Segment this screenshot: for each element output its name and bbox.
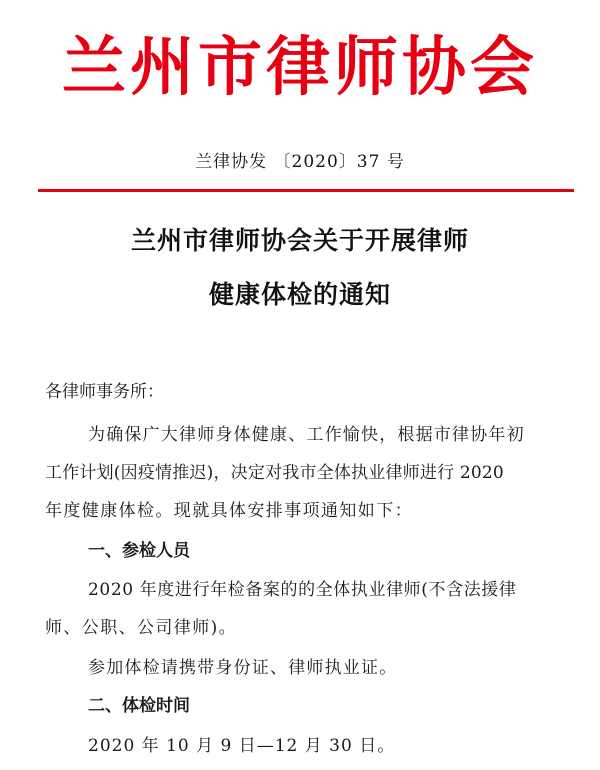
salutation: 各律师事务所： <box>45 382 164 402</box>
document-number: 兰律协发 〔2020〕37 号 <box>195 152 405 172</box>
participants-paragraph-line: 2020 年度进行年检备案的的全体执业律师(不含法援律 <box>88 580 517 600</box>
document-title-line-2: 健康体检的通知 <box>208 280 391 309</box>
document-title-line-1: 兰州市律师协会关于开展律师 <box>130 226 469 255</box>
section-heading-time: 二、体检时间 <box>88 696 190 716</box>
participants-note: 参加体检请携带身份证、律师执业证。 <box>88 658 398 678</box>
participants-paragraph-line: 师、公职、公司律师)。 <box>45 618 238 638</box>
red-divider-line <box>38 189 574 192</box>
section-heading-participants: 一、参检人员 <box>88 541 190 561</box>
intro-paragraph-line: 年度健康体检。现就具体安排事项通知如下： <box>45 501 413 521</box>
intro-paragraph-line: 为确保广大律师身体健康、工作愉快，根据市律协年初 <box>88 425 525 445</box>
intro-paragraph-line: 工作计划(因疫情推迟)，决定对我市全体执业律师进行 2020 <box>45 463 504 483</box>
exam-time-text: 2020 年 10 月 9 日—12 月 30 日。 <box>88 736 396 756</box>
org-letterhead: 兰州市律师协会 <box>62 30 538 105</box>
